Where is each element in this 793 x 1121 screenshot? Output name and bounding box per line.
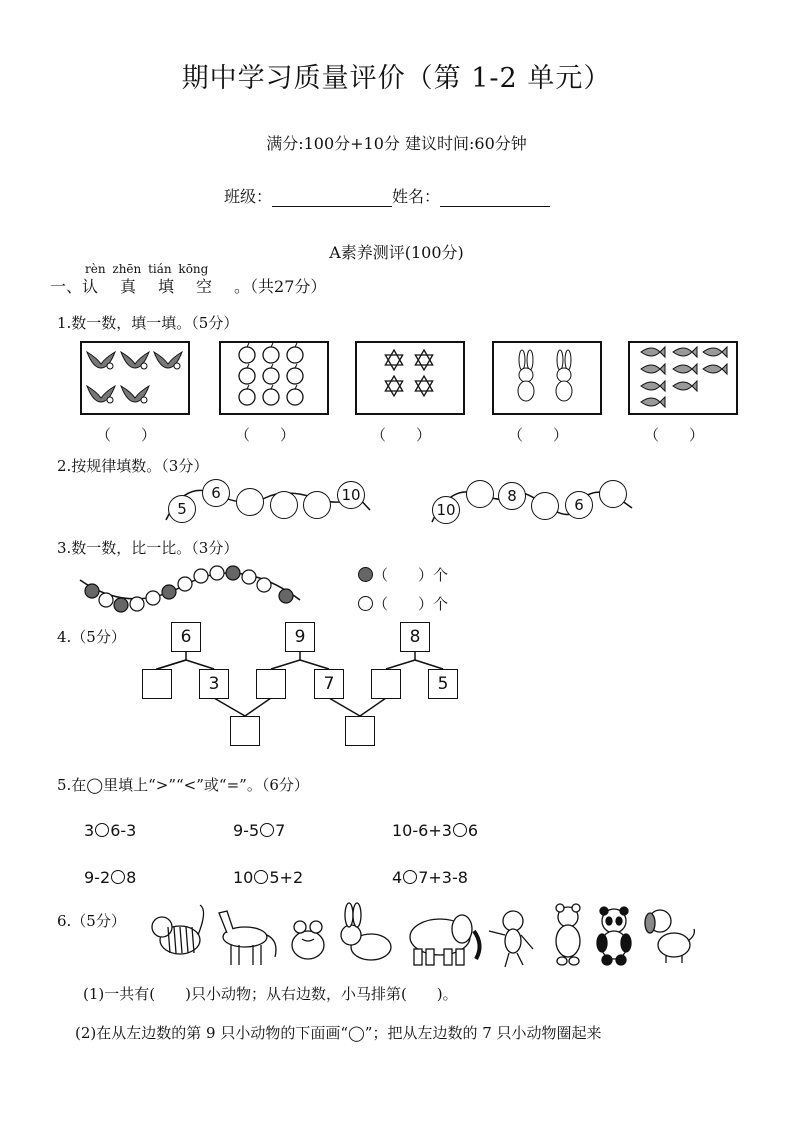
light-bead-icon [358, 596, 373, 611]
q1-answer-5[interactable]: （ ） [644, 426, 705, 444]
light-bead [242, 570, 256, 584]
comparison-item [233, 868, 303, 887]
q4-mid-box: 3 [199, 669, 229, 699]
q2-seq2-circle: 8 [498, 482, 526, 510]
compare-circle[interactable] [111, 870, 125, 884]
q4-top-box: 9 [285, 622, 315, 652]
apple-box [219, 341, 329, 415]
dark-bead [226, 566, 240, 580]
q3-light-answer[interactable]: （ ）个 [373, 595, 449, 613]
dark-bead [279, 589, 293, 603]
q1-label: 1.数一数，填一填。（5分） [57, 314, 239, 332]
compare-circle[interactable] [95, 823, 109, 837]
rabbit-icon [341, 903, 391, 960]
name-label: 姓名： [392, 187, 441, 206]
dog-icon [645, 910, 694, 963]
q3-dark-row [358, 564, 448, 585]
q2-seq1-circle[interactable] [236, 488, 264, 516]
q3-label: 3.数一数，比一比。（3分） [57, 539, 239, 557]
compare-circle[interactable] [403, 870, 417, 884]
comparison-item [392, 821, 478, 840]
compare-circle[interactable] [453, 823, 467, 837]
compare-circle[interactable] [260, 823, 274, 837]
section-a-title: A素养测评(100分) [329, 243, 464, 262]
monkey-icon [489, 911, 533, 967]
q2-seq2-circle: 10 [432, 496, 460, 524]
dark-bead [162, 585, 176, 599]
q2-seq2-circle[interactable] [531, 492, 559, 520]
q2-label: 2.按规律填数。（3分） [57, 457, 209, 475]
q4-top-box: 8 [400, 622, 430, 652]
student-info [224, 184, 550, 207]
section1-suffix: 。（共27分） [234, 277, 327, 296]
class-blank[interactable] [272, 190, 392, 207]
q2-seq2-circle: 6 [565, 491, 593, 519]
right-expr: 7+3-8 [418, 868, 468, 887]
section1-heading [50, 274, 326, 297]
q4-low-box[interactable] [345, 716, 375, 746]
q2-seq1-circle: 10 [337, 481, 365, 509]
q1-answer-2[interactable]: （ ） [235, 426, 296, 444]
panda-icon [597, 907, 631, 965]
elephant-icon [410, 915, 480, 965]
q1-answer-4[interactable]: （ ） [508, 426, 569, 444]
q2-seq2-circle[interactable] [466, 480, 494, 508]
right-expr: 7 [275, 821, 286, 840]
light-bead [99, 593, 113, 607]
q4-mid-box[interactable] [371, 669, 401, 699]
q4-label: 4.（5分） [57, 628, 126, 646]
right-expr: 6-3 [110, 821, 137, 840]
light-bead [194, 569, 208, 583]
light-bead [130, 597, 144, 611]
dark-bead-icon [358, 567, 373, 582]
comparison-item [233, 821, 285, 840]
rabbit-box [492, 341, 602, 415]
q5-label: 5.在◯里填上“>”“<”或“=”。（6分） [57, 776, 309, 794]
class-label: 班级： [224, 187, 273, 206]
star-box [355, 341, 465, 415]
q2-seq2-circle[interactable] [599, 480, 627, 508]
light-bead [146, 591, 160, 605]
dark-bead [114, 598, 128, 612]
left-expr: 9-5 [233, 821, 260, 840]
animal-row [152, 903, 694, 967]
q2-seq1-circle: 6 [202, 479, 230, 507]
name-blank[interactable] [440, 190, 550, 207]
q6-part1: (1)一共有( )只小动物；从右边数，小马排第( )。 [83, 985, 458, 1003]
left-expr: 4 [392, 868, 403, 887]
right-expr: 5+2 [269, 868, 304, 887]
q4-mid-box[interactable] [142, 669, 172, 699]
q4-mid-box: 5 [428, 669, 458, 699]
page-title: 期中学习质量评价（第 1-2 单元） [181, 63, 612, 94]
q4-mid-box[interactable] [256, 669, 286, 699]
q4-top-box: 6 [171, 622, 201, 652]
tiger-icon [152, 905, 204, 954]
light-bead [257, 578, 271, 592]
left-expr: 9-2 [84, 868, 111, 887]
compare-circle[interactable] [254, 870, 268, 884]
comparison-item [84, 821, 136, 840]
comparison-item [392, 868, 468, 887]
q2-seq1-circle: 5 [168, 495, 196, 523]
right-expr: 6 [467, 821, 479, 840]
left-expr: 10 [233, 868, 254, 887]
light-bead [210, 566, 224, 580]
q4-mid-box: 7 [314, 669, 344, 699]
q2-seq1-circle[interactable] [270, 491, 298, 519]
q3-light-row [358, 593, 448, 614]
light-bead [178, 577, 192, 591]
bear-icon [556, 904, 580, 965]
left-expr: 3 [84, 821, 95, 840]
frog-icon [292, 921, 324, 959]
bird-box [80, 341, 190, 415]
fish-box [628, 341, 738, 415]
bead-chain [85, 566, 293, 612]
q6-part2: (2)在从左边数的第 9 只小动物的下面画“◯”；把从左边数的 7 只小动物圈起来 [75, 1024, 602, 1042]
q1-answer-1[interactable]: （ ） [96, 426, 157, 444]
q6-label: 6.（5分） [57, 912, 126, 930]
q3-dark-answer[interactable]: （ ）个 [373, 566, 449, 584]
exam-info: 满分:100分+10分 建议时间:60分钟 [266, 134, 527, 153]
section1-pinyin: rèn zhēn tián kōng [85, 262, 209, 276]
right-expr: 8 [126, 868, 137, 887]
q1-answer-3[interactable]: （ ） [371, 426, 432, 444]
horse-icon [219, 911, 276, 965]
comparison-item [84, 868, 136, 887]
dark-bead [85, 584, 99, 598]
q4-low-box[interactable] [230, 716, 260, 746]
section1-prefix: 一、 [50, 277, 83, 296]
left-expr: 10-6+3 [392, 821, 452, 840]
bead-chain-string [80, 573, 300, 600]
q2-seq1-circle[interactable] [303, 491, 331, 519]
section1-chars: 认真填空 [82, 277, 235, 296]
